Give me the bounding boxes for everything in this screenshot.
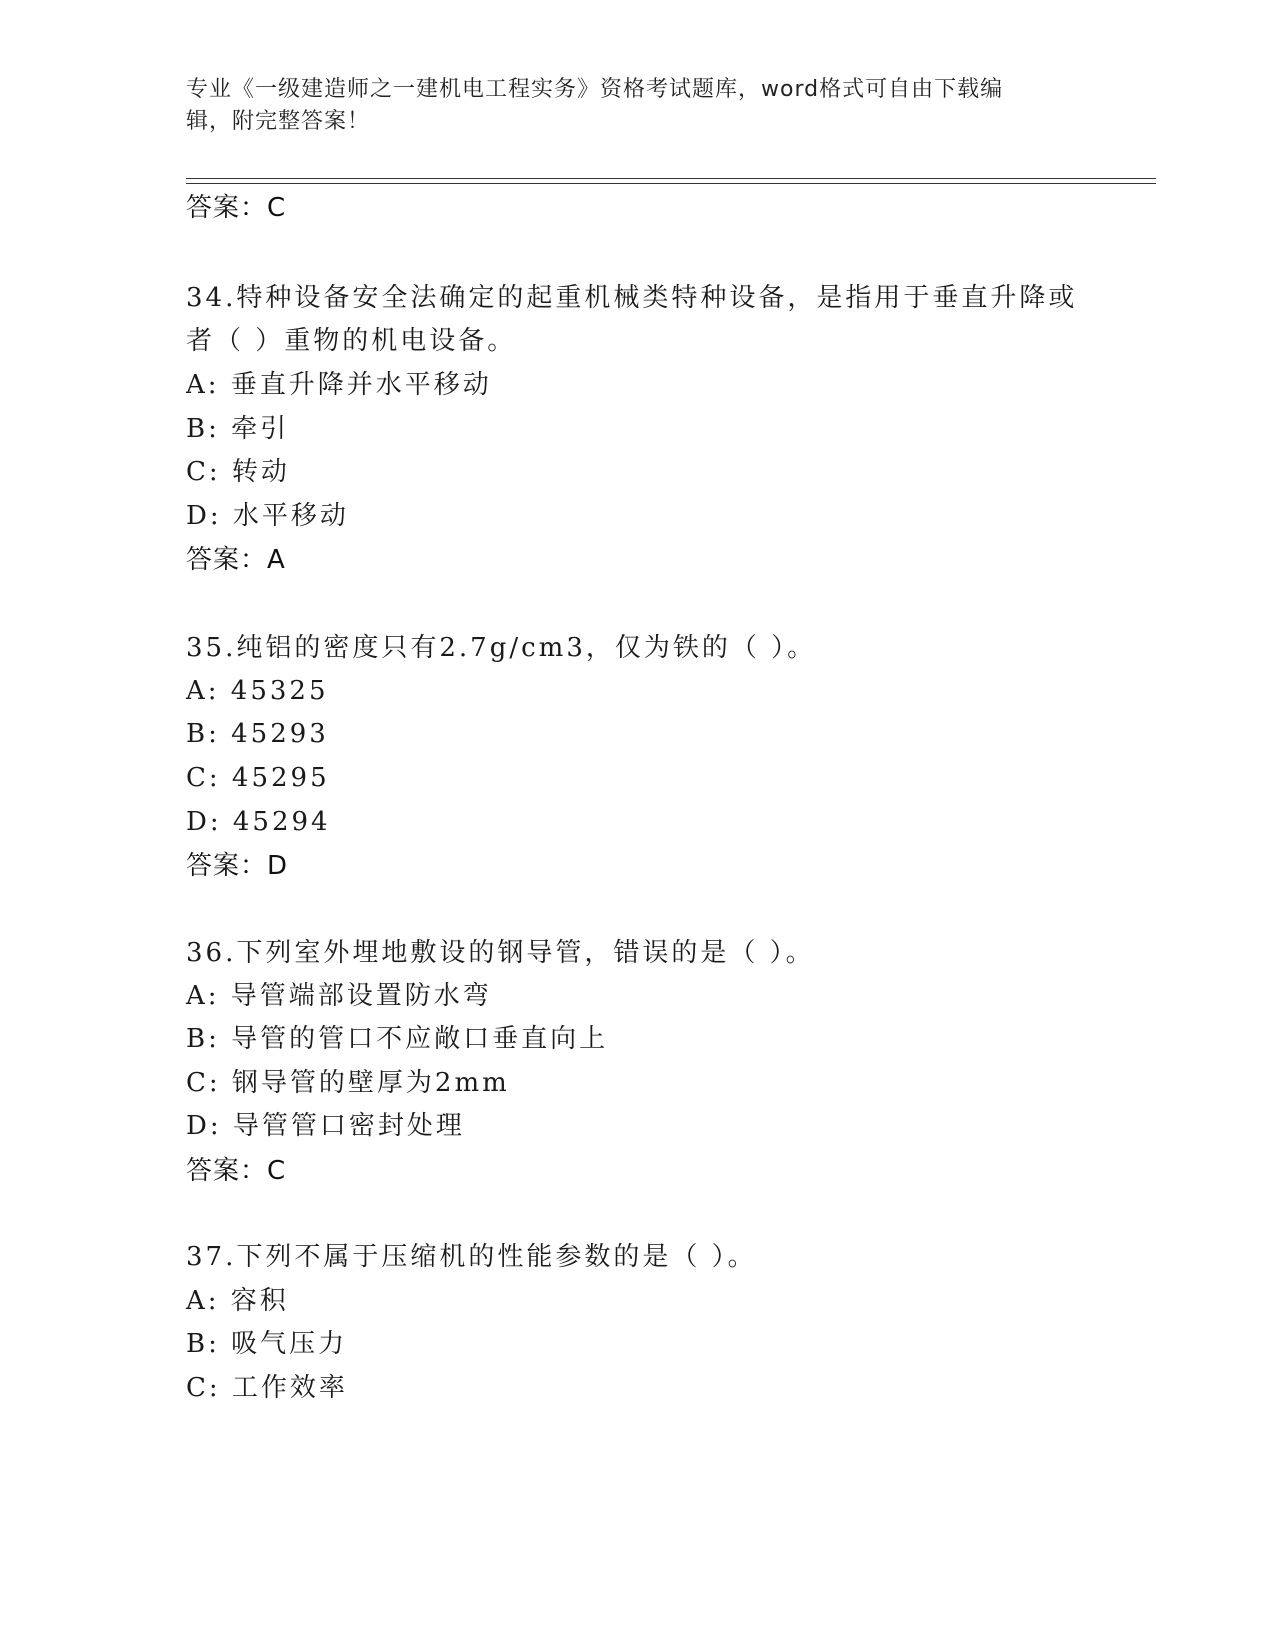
question-text: 34.特种设备安全法确定的起重机械类特种设备，是指用于垂直升降或 [186, 283, 1078, 313]
option-b: B: 吸气压力 [186, 1329, 348, 1359]
option-c: C: 转动 [186, 457, 290, 487]
option-c: C: 工作效率 [186, 1373, 348, 1403]
option-a: A: 导管端部设置防水弯 [186, 981, 492, 1011]
answer-line: 答案：D [186, 851, 289, 881]
option-c: C: 45295 [186, 763, 330, 793]
option-a: A: 45325 [186, 676, 329, 706]
answer-line: 答案：C [186, 1156, 287, 1186]
answer-line: 答案：A [186, 545, 286, 575]
question-text-continued: 者（ ）重物的机电设备。 [186, 326, 517, 356]
header-divider-bottom [186, 183, 1156, 184]
option-b: B: 导管的管口不应敞口垂直向上 [186, 1024, 609, 1054]
option-d: D: 水平移动 [186, 501, 349, 531]
option-d: D: 45294 [186, 807, 331, 837]
header-line-1: 专业《一级建造师之一建机电工程实务》资格考试题库，word格式可自由下载编 [186, 77, 1004, 102]
option-a: A: 容积 [186, 1286, 289, 1316]
question-text: 35.纯铝的密度只有2.7g/cm3，仅为铁的（ ）。 [186, 633, 817, 663]
question-text: 36.下列室外埋地敷设的钢导管，错误的是（ ）。 [186, 938, 815, 968]
option-a: A: 垂直升降并水平移动 [186, 370, 492, 400]
option-b: B: 45293 [186, 719, 329, 749]
answer-line: 答案：C [186, 193, 287, 223]
option-c: C: 钢导管的壁厚为2mm [186, 1068, 510, 1098]
header-line-2: 辑，附完整答案！ [186, 109, 371, 134]
option-b: B: 牵引 [186, 414, 290, 444]
option-d: D: 导管管口密封处理 [186, 1111, 465, 1141]
header-divider-top [186, 178, 1156, 179]
question-text: 37.下列不属于压缩机的性能参数的是（ ）。 [186, 1242, 757, 1272]
document-header [186, 74, 1086, 138]
